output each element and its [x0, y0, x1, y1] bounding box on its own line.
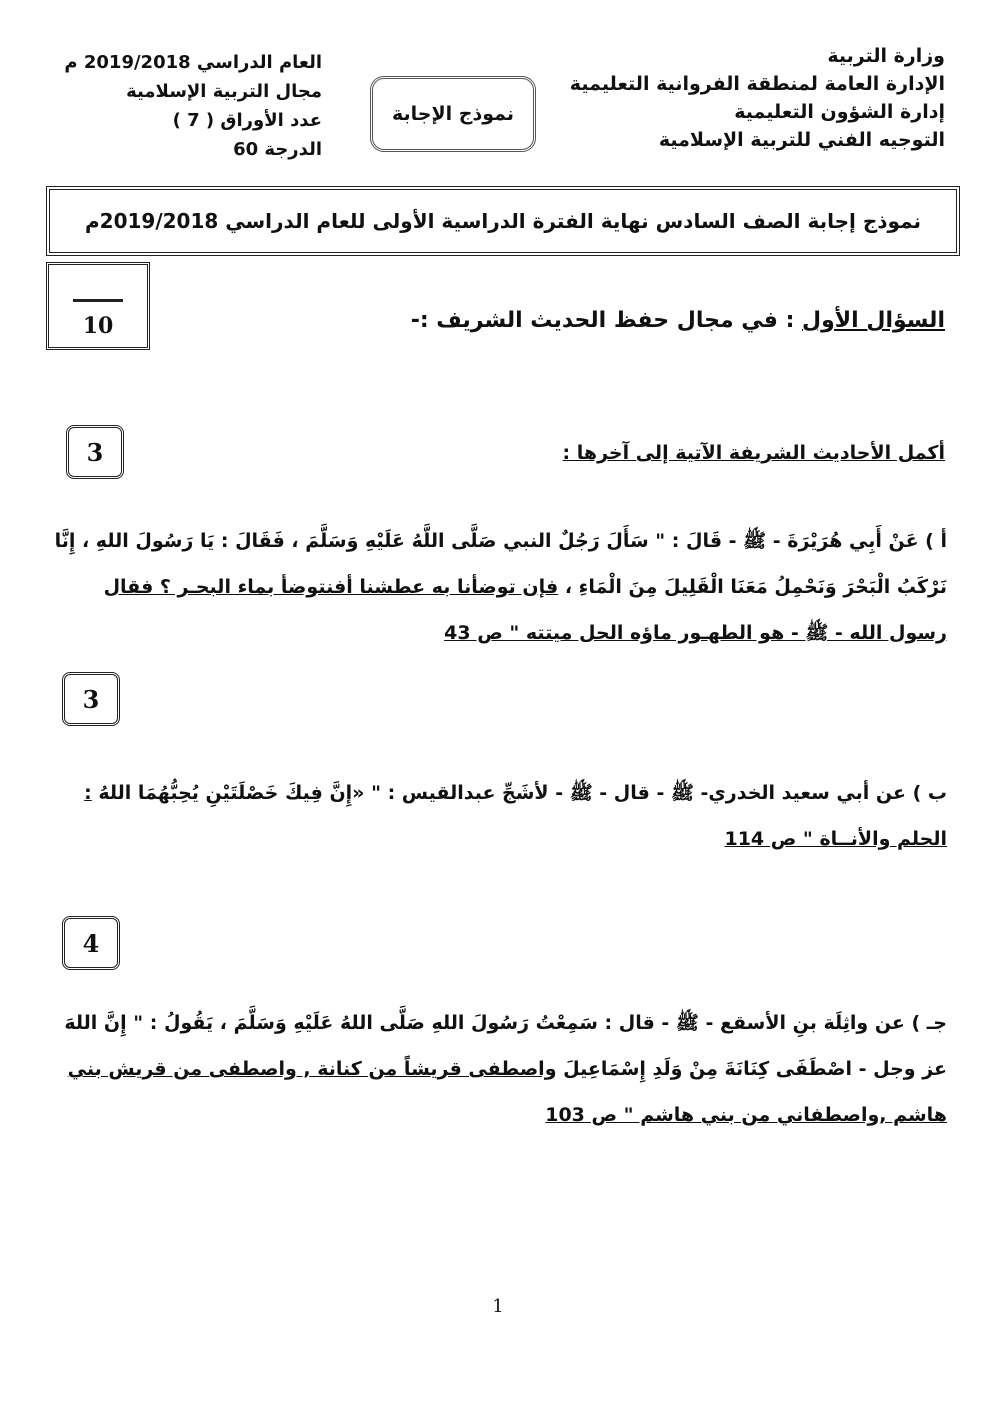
hadith-answer: : الحلم والأنــاة " ص 114	[84, 782, 947, 850]
hadith-text: ب ) عن أبي سعيد الخدري- ﷺ - قال - ﷺ - لأشَجِّ عبدالقيس : " «إِنَّ فِيكَ خَصْلَتَيْنِ يُحِبُّهُمَا اللهُ	[91, 782, 947, 804]
question-heading	[385, 308, 945, 333]
answer-model-badge	[370, 76, 536, 152]
guidance-line: التوجيه الفني للتربية الإسلامية	[658, 129, 945, 151]
subject-field: مجال التربية الإسلامية	[126, 81, 322, 102]
exam-title: نموذج إجابة الصف السادس نهاية الفترة الدراسية الأولى للعام الدراسي 2019/2018م	[85, 209, 921, 233]
question-topic: : في مجال حفظ الحديث الشريف :-	[410, 308, 803, 333]
ministry-line: وزارة التربية	[827, 45, 945, 67]
item-score: 3	[82, 684, 100, 714]
hadith-item-c	[47, 1000, 947, 1138]
academic-year: العام الدراسي 2019/2018 م	[64, 52, 322, 73]
hadith-item-a	[47, 518, 947, 656]
question-score-box	[46, 262, 150, 350]
item-score: 4	[82, 928, 100, 958]
total-grade: الدرجة 60	[233, 139, 322, 160]
ministry-header	[569, 42, 945, 154]
hadith-text: جـ ) عن واثِلَة بنِ الأسقع - ﷺ - قال : سَمِعْتُ رَسُولَ اللهِ صَلَّى اللهُ عَلَيْهِ وَسَلَّمَ ، يَقُولُ : " إِنَّ اللهَ عز وجل - اصْطَفَى كِنَانَةَ مِنْ وَلَدِ إِسْمَاعِيلَ	[64, 1012, 947, 1080]
exam-title-box	[46, 186, 960, 256]
question-total-score: 10	[82, 313, 114, 339]
item-score-box	[62, 916, 120, 970]
answer-model-label: نموذج الإجابة	[392, 103, 514, 125]
hadith-item-b	[47, 770, 947, 862]
page-count: عدد الأوراق ( 7 )	[172, 110, 322, 131]
hadith-answer: فإن توضأنا به عطشنا أفنتوضأ بماء البحـر ؟ فقال رسول الله - ﷺ - هو الطهـور ماؤه الحل ميتته " ص 43	[103, 576, 947, 644]
exam-info	[62, 48, 322, 164]
instruction: أكمل الأحاديث الشريفة الآتية إلى آخرها :	[562, 442, 945, 464]
item-score-box	[62, 672, 120, 726]
department-line: إدارة الشؤون التعليمية	[734, 101, 945, 123]
question-label: السؤال الأول	[802, 308, 945, 333]
score-fraction-line	[73, 299, 123, 302]
hadith-answer: واصطفى قريشاً من كنانة , واصطفى من قريش بني هاشم ,واصطفاني من بني هاشم " ص 103	[67, 1058, 947, 1126]
hadith-text: أ ) عَنْ أَبِي هُرَيْرَةَ - ﷺ - قَالَ : " سَأَلَ رَجُلٌ النبي صَلَّى اللَّهُ عَلَيْهِ وَسَلَّمَ ، فَقَالَ : يَا رَسُولَ اللهِ ، إِنَّا نَرْكَبُ الْبَحْرَ وَنَحْمِلُ مَعَنَا الْقَلِيلَ مِنَ الْمَاءِ ،	[54, 530, 947, 598]
item-score: 3	[86, 437, 104, 467]
page-number: 1	[492, 1296, 504, 1317]
item-score-box	[66, 425, 124, 479]
district-line: الإدارة العامة لمنطقة الفروانية التعليمية	[569, 73, 945, 95]
